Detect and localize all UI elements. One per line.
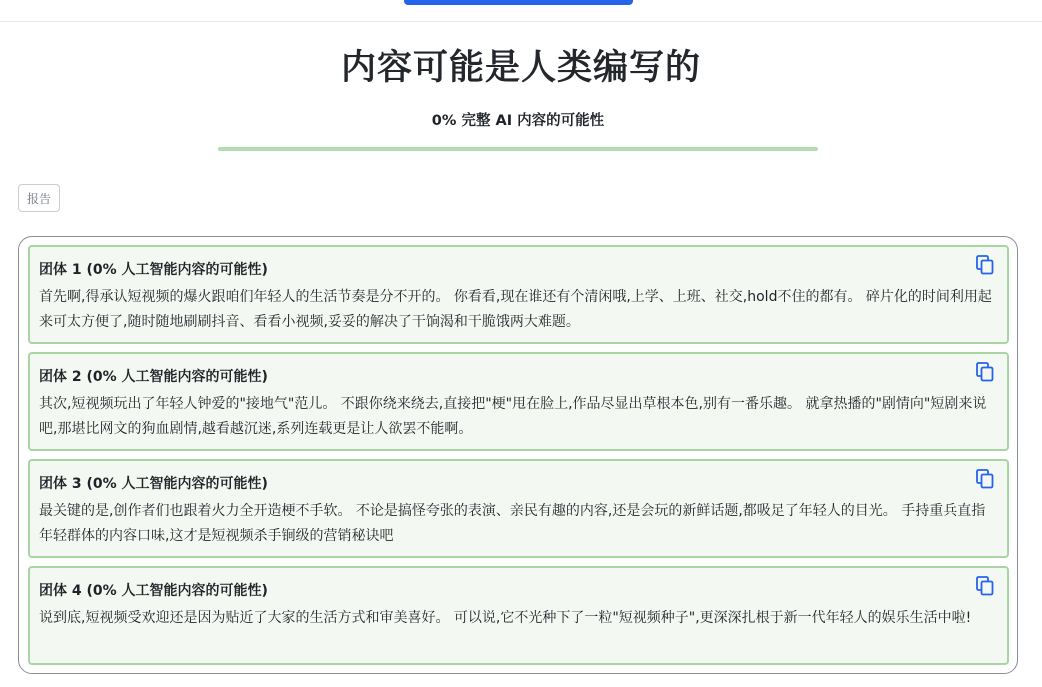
copy-icon[interactable] <box>976 362 994 382</box>
page-title: 内容可能是人类编写的 <box>340 48 701 88</box>
ai-probability-subtitle: 0% 完整 AI 内容的可能性 <box>431 113 605 129</box>
group-text: 首先啊,得承认短视频的爆火跟咱们年轻人的生活节奏是分不开的。 你看看,现在谁还有个清闲哦,上学、上班、社交,hold不住的都有。 碎片化的时间利用起来可太方便了,随时随地刷刷抖音、看看小视频,妥妥的解决了干饷渴和干脆饿两大难题。 <box>39 289 992 330</box>
top-action-button[interactable] <box>404 0 633 5</box>
group-text: 最关键的是,创作者们也跟着火力全开造梗不手软。 不论是搞怪夸张的表演、亲民有趣的内容,还是会玩的新鲜话题,都吸足了年轻人的目光。 手持重兵直指年轻群体的内容口味,这才是短视频杀手锏级的营销秘诀吧 <box>39 503 986 544</box>
group-card-2 <box>28 352 1009 451</box>
group-card-1 <box>28 245 1009 344</box>
copy-icon[interactable] <box>976 469 994 489</box>
group-text: 说到底,短视频受欢迎还是因为贴近了大家的生活方式和审美喜好。 可以说,它不光种下了一粒"短视频种子",更深深扎根于新一代年轻人的娱乐生活中啦! <box>39 610 972 626</box>
group-text: 其次,短视频玩出了年轻人钟爱的"接地气"范儿。 不跟你绕来绕去,直接把"梗"甩在脸上,作品尽显出草根本色,别有一番乐趣。 就拿热播的"剧情向"短剧来说吧,那堪比网文的狗血剧情,越看越沉迷,系列连载更是让人欲罢不能啊。 <box>39 396 987 437</box>
group-card-4 <box>28 566 1009 665</box>
group-card-3 <box>28 459 1009 558</box>
results-container <box>18 236 1018 674</box>
copy-icon[interactable] <box>976 576 994 596</box>
top-bar <box>0 0 1042 22</box>
group-title: 团体 1 (0% 人工智能内容的可能性) <box>39 262 268 278</box>
group-title: 团体 3 (0% 人工智能内容的可能性) <box>39 476 268 492</box>
copy-icon[interactable] <box>976 255 994 275</box>
group-title: 团体 2 (0% 人工智能内容的可能性) <box>39 369 268 385</box>
group-title: 团体 4 (0% 人工智能内容的可能性) <box>39 583 268 599</box>
report-button[interactable]: 报告 <box>18 184 60 212</box>
ai-probability-bar <box>218 147 818 151</box>
